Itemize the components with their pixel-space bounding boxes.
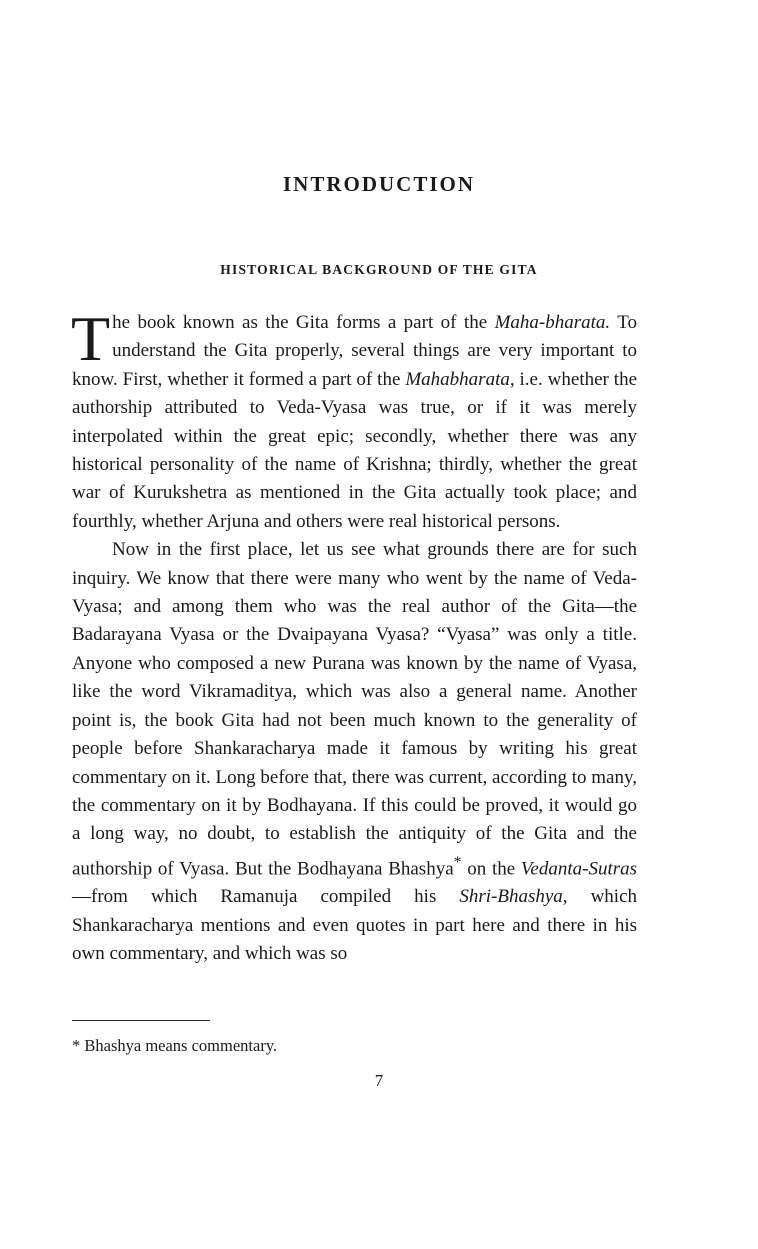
paragraph-2-text-1: Now in the first place, let us see what grounds there are for such inquiry. We know that there were many who went by the name of Veda-Vyasa; and among them who was the real author of the Gita—the Badarayana Vyasa or the Dvaipayana Vyasa? “Vyasa” was only a title. Anyone who composed a new Purana was known by the name of Vyasa, like the word Vikramaditya, which was also a general name. Another point is, the book Gita had not been much known to the generality of people before Shankaracharya made it famous by writing his great commentary on it. Long before that, there was current, according to many, the commentary on it by Bodhayana. If this could be proved, it would go a long way, no doubt, to establish the antiquity of the Gita and the authorship of Vyasa. But the Bodhayana Bhashya: [72, 539, 637, 880]
paragraph-1-italic-2: Mahabharata,: [405, 368, 515, 390]
paragraph-2: [72, 536, 637, 968]
footnote-reference-mark: *: [453, 853, 462, 871]
section-heading: HISTORICAL BACKGROUND OF THE GITA: [220, 262, 538, 277]
footnote: [72, 1036, 277, 1056]
paragraph-2-text-2: on the: [461, 858, 521, 880]
paragraph-2-text-3: —from which Ramanuja compiled his: [72, 886, 460, 908]
footnote-mark: *: [72, 1036, 81, 1055]
chapter-title: INTRODUCTION: [282, 172, 476, 196]
paragraph-2-text-4: which Shankaracharya mentions and even quotes in part here and there in his own commentary, and which was so: [72, 886, 637, 965]
paragraph-1: [71, 303, 638, 536]
body-text: [71, 303, 638, 969]
drop-cap: T: [71, 303, 111, 374]
paragraph-1-text-3: i.e. whether the authorship attributed to Veda-Vyasa was true, or if it was merely interpolated within the great epic; secondly, whether there was any historical personality of the name of Krishna; thirdly, whether the great war of Kurukshetra as mentioned in the Gita actually took place; and fourthly, whether Arjuna and others were real historical persons.: [72, 368, 637, 532]
footnote-text: Bhashya means commentary.: [80, 1036, 278, 1055]
footnote-divider: [72, 1020, 210, 1021]
paragraph-2-italic-1: Vedanta-Sutras: [520, 858, 638, 880]
paragraph-1-text-2: To understand the Gita properly, several things are very important to know. First, whether it formed a part of the: [72, 312, 638, 390]
paragraph-1-text-1: he book known as the Gita forms a part of the: [112, 312, 495, 333]
paragraph-2-italic-2: Shri-Bhashya,: [459, 886, 568, 908]
page-number: 7: [374, 1071, 384, 1090]
paragraph-1-italic-1: Maha-bharata.: [494, 312, 611, 333]
